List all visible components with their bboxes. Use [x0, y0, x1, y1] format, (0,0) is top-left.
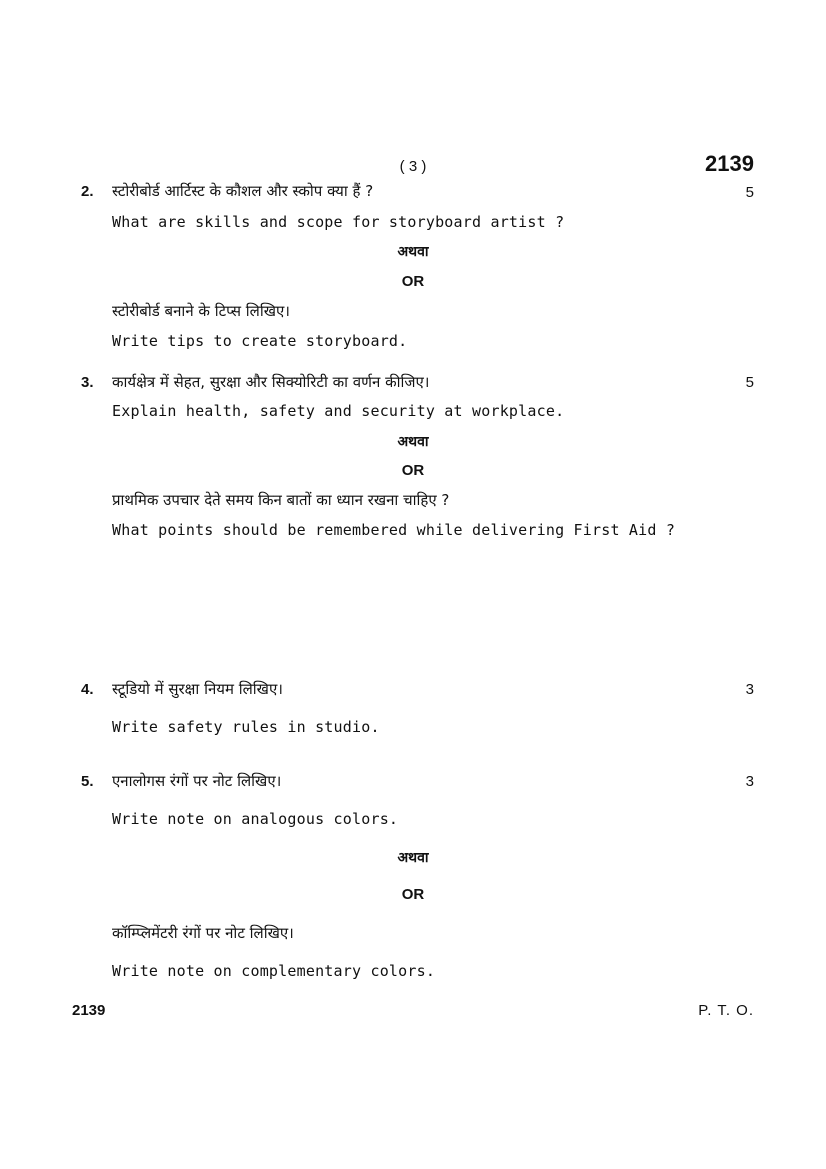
question-number: 4. — [81, 681, 94, 698]
or-english: OR — [401, 462, 425, 479]
or-english: OR — [401, 273, 425, 290]
footer-pto: P. T. O. — [698, 1002, 754, 1019]
question-hindi: स्टूडियो में सुरक्षा नियम लिखिए। — [112, 680, 283, 698]
or-hindi: अथवा — [397, 850, 429, 866]
question-marks: 3 — [745, 681, 754, 698]
question-number: 5. — [81, 773, 94, 790]
question-marks: 5 — [745, 184, 754, 201]
question-number: 2. — [81, 183, 94, 200]
question-english: What are skills and scope for storyboard artist ? — [112, 213, 565, 231]
page-number: ( 3 ) — [399, 158, 427, 175]
footer-paper-code: 2139 — [72, 1002, 106, 1019]
alternative-question-english: Write note on complementary colors. — [112, 962, 436, 980]
alternative-question-hindi: प्राथमिक उपचार देते समय किन बातों का ध्यान रखना चाहिए ? — [112, 491, 450, 509]
question-marks: 3 — [745, 773, 754, 790]
alternative-question-hindi: स्टोरीबोर्ड बनाने के टिप्स लिखिए। — [112, 302, 290, 320]
question-english: Write note on analogous colors. — [112, 810, 399, 828]
question-hindi: स्टोरीबोर्ड आर्टिस्ट के कौशल और स्कोप क्या हैं ? — [112, 182, 374, 200]
or-hindi: अथवा — [397, 244, 429, 260]
question-marks: 5 — [745, 374, 754, 391]
question-english: Explain health, safety and security at workplace. — [112, 402, 565, 420]
question-english: Write safety rules in studio. — [112, 718, 380, 736]
question-number: 3. — [81, 374, 94, 391]
paper-code: 2139 — [705, 151, 754, 176]
or-english: OR — [401, 886, 425, 903]
alternative-question-english: What points should be remembered while delivering First Aid ? — [112, 521, 676, 539]
or-hindi: अथवा — [397, 434, 429, 450]
alternative-question-hindi: कॉम्प्लिमेंटरी रंगों पर नोट लिखिए। — [112, 924, 294, 942]
question-hindi: एनालोगस रंगों पर नोट लिखिए। — [112, 772, 282, 790]
alternative-question-english: Write tips to create storyboard. — [112, 332, 408, 350]
question-hindi: कार्यक्षेत्र में सेहत, सुरक्षा और सिक्योरिटी का वर्णन कीजिए। — [112, 373, 430, 391]
